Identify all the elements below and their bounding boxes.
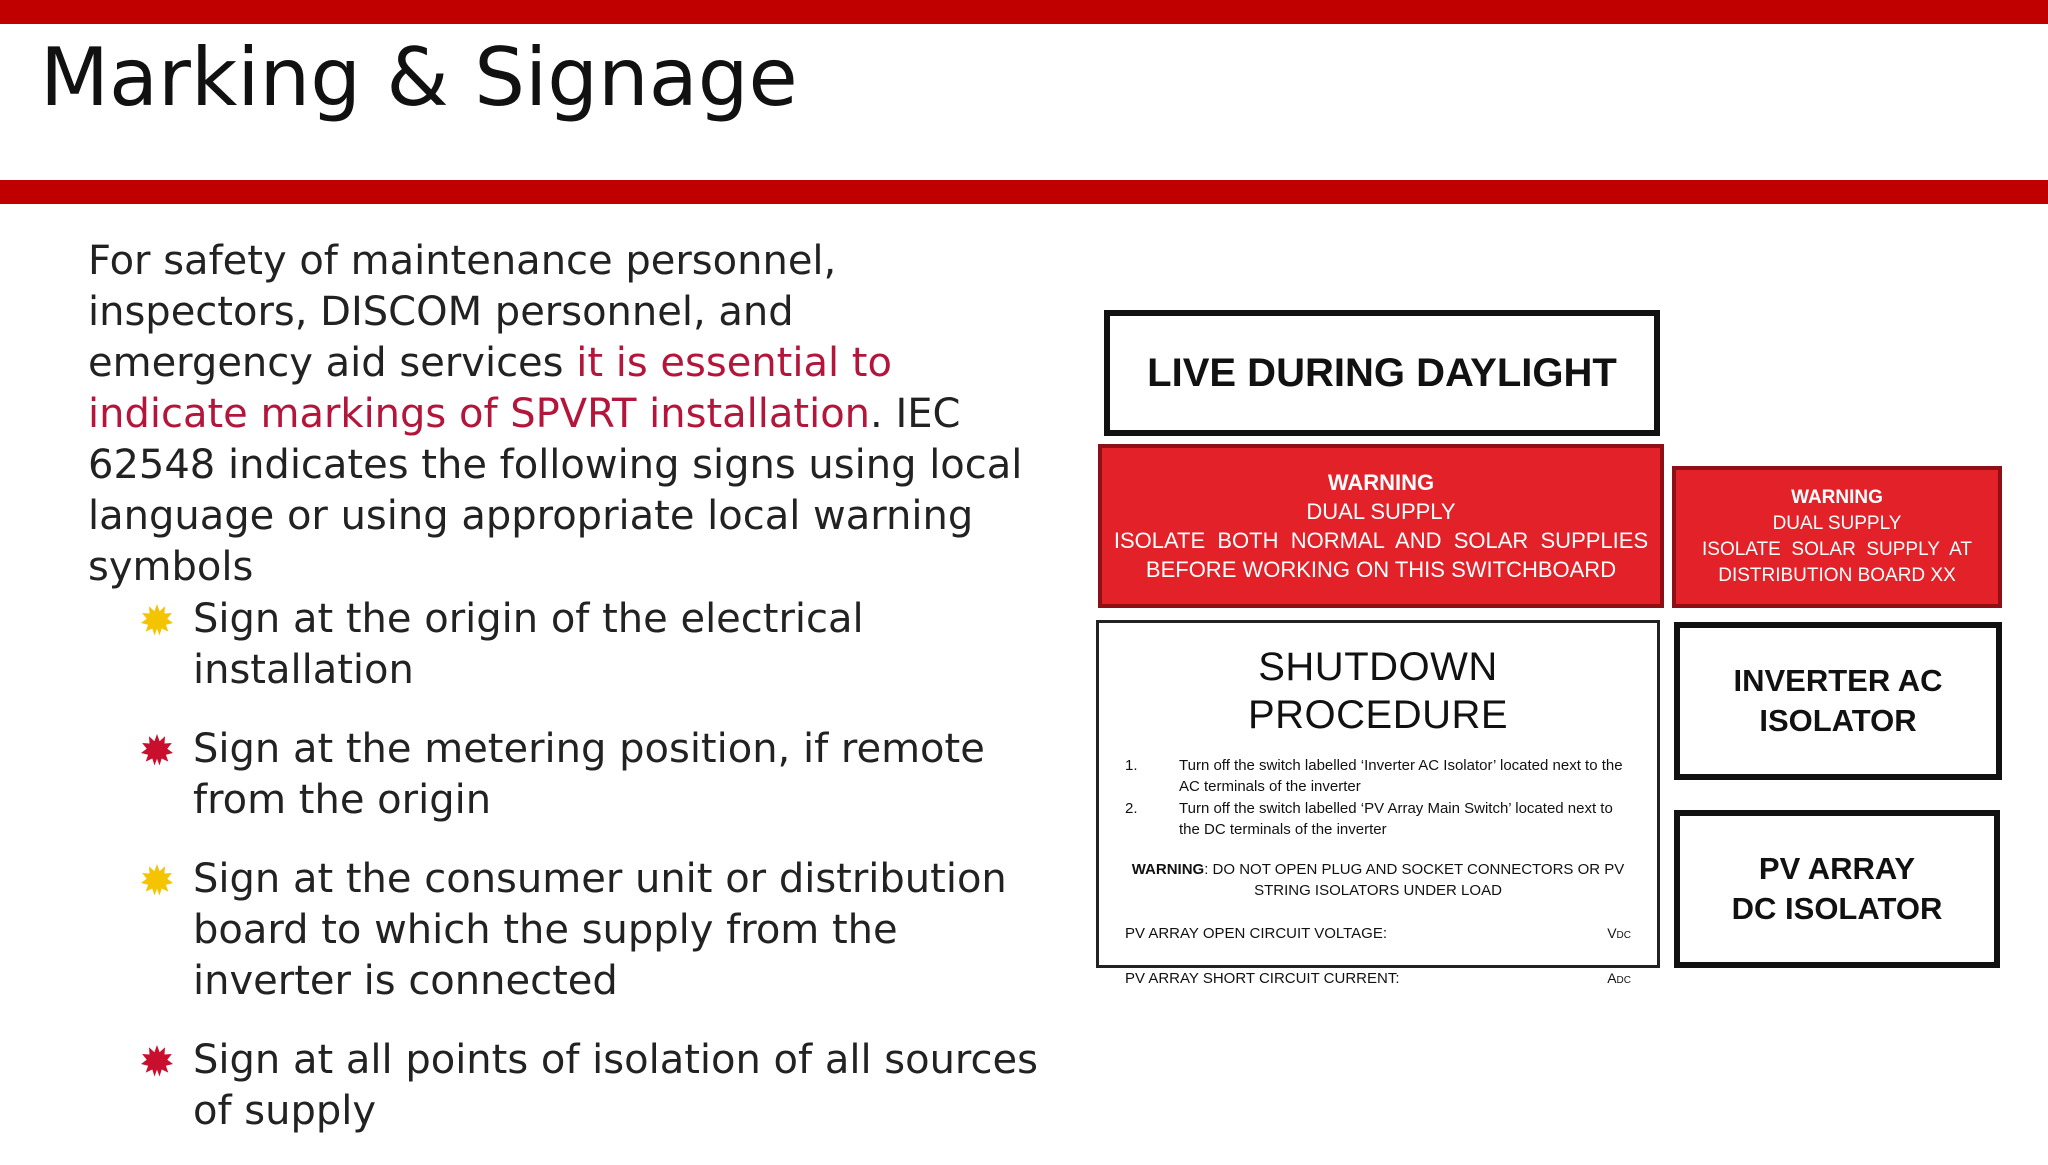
list-item bbox=[140, 594, 1040, 696]
shutdown-step bbox=[1125, 755, 1631, 797]
bullet-text: Sign at the consumer unit or distribution board to which the supply from the inverter is connected bbox=[193, 856, 1007, 1004]
sun-burst-icon bbox=[140, 603, 174, 637]
sun-burst-icon bbox=[140, 733, 174, 767]
pv-current-row bbox=[1125, 968, 1631, 991]
intro-highlight: it is essential to indicate markings of SPVRT installation bbox=[88, 340, 892, 437]
title-underline-bar bbox=[0, 180, 2048, 204]
pv-voltage-row bbox=[1125, 923, 1631, 946]
shutdown-steps bbox=[1125, 755, 1631, 841]
sign-warning-line: DUAL SUPPLY bbox=[1306, 499, 1456, 524]
sign-line: DC ISOLATOR bbox=[1731, 891, 1943, 926]
sign-shutdown-procedure bbox=[1096, 620, 1660, 987]
sun-burst-icon bbox=[140, 1044, 174, 1078]
sign-pv-array-dc-isolator bbox=[1674, 810, 2000, 968]
sign-line: ISOLATOR bbox=[1759, 703, 1917, 738]
sign-warning-dual-supply-distribution bbox=[1672, 466, 2002, 608]
step-number: 1. bbox=[1125, 757, 1138, 774]
shutdown-step bbox=[1125, 798, 1631, 840]
page-title: Marking & Signage bbox=[40, 31, 798, 124]
sign-inverter-ac-isolator bbox=[1674, 622, 2002, 780]
list-item bbox=[140, 724, 1040, 826]
unit-main: A bbox=[1607, 970, 1617, 986]
shutdown-warning-text: : DO NOT OPEN PLUG AND SOCKET CONNECTORS OR PV STRING ISOLATORS UNDER LOAD bbox=[1204, 861, 1625, 899]
sign-warning-heading: WARNING bbox=[1791, 487, 1883, 508]
step-text: Turn off the switch labelled ‘PV Array Main Switch’ located next to the DC terminals of the inverter bbox=[1179, 800, 1613, 838]
intro-paragraph bbox=[88, 236, 1028, 593]
sign-warning-dual-supply-switchboard bbox=[1098, 444, 1664, 608]
list-item bbox=[140, 854, 1040, 1007]
intro-text-1: For safety of maintenance personnel, inspectors, DISCOM personnel, and emergency aid services bbox=[88, 238, 837, 386]
shutdown-title: SHUTDOWN PROCEDURE bbox=[1247, 645, 1509, 737]
sign-line: INVERTER AC bbox=[1733, 663, 1943, 698]
unit-sub: DC bbox=[1616, 975, 1631, 986]
pv-current-unit bbox=[1607, 968, 1631, 991]
bullet-text: Sign at the metering position, if remote from the origin bbox=[193, 726, 985, 823]
shutdown-warning-label: WARNING bbox=[1131, 861, 1205, 878]
sign-warning-line: DISTRIBUTION BOARD XX bbox=[1718, 565, 1956, 586]
step-text: Turn off the switch labelled ‘Inverter AC Isolator’ located next to the AC terminals of the inverter bbox=[1179, 757, 1623, 795]
sign-line: PV ARRAY bbox=[1758, 851, 1916, 886]
sun-burst-icon bbox=[140, 863, 174, 897]
list-item bbox=[140, 1035, 1040, 1137]
sign-warning-heading: WARNING bbox=[1327, 470, 1435, 495]
step-number: 2. bbox=[1125, 800, 1138, 817]
pv-voltage-unit bbox=[1607, 923, 1631, 946]
sign-live-text: LIVE DURING DAYLIGHT bbox=[1147, 350, 1617, 395]
top-accent-bar bbox=[0, 0, 2048, 24]
intro-text-2: . IEC 62548 indicates the following signs using local language or using appropriate local warning symbols bbox=[88, 391, 1023, 590]
unit-sub: DC bbox=[1616, 930, 1631, 941]
sign-warning-line: ISOLATE BOTH NORMAL AND SOLAR SUPPLIES bbox=[1113, 528, 1649, 553]
pv-voltage-label: PV ARRAY OPEN CIRCUIT VOLTAGE: bbox=[1125, 925, 1388, 942]
pv-current-label: PV ARRAY SHORT CIRCUIT CURRENT: bbox=[1125, 970, 1400, 987]
sign-warning-line: DUAL SUPPLY bbox=[1772, 513, 1902, 534]
bullet-text: Sign at all points of isolation of all sources of supply bbox=[193, 1037, 1038, 1134]
unit-main: V bbox=[1607, 925, 1617, 941]
bullet-text: Sign at the origin of the electrical installation bbox=[193, 596, 864, 693]
sign-warning-line: BEFORE WORKING ON THIS SWITCHBOARD bbox=[1145, 557, 1617, 582]
shutdown-warning bbox=[1125, 859, 1631, 901]
bullet-list bbox=[140, 594, 1040, 1165]
sign-warning-line: ISOLATE SOLAR SUPPLY AT bbox=[1702, 539, 1972, 560]
sign-live-during-daylight bbox=[1104, 310, 1660, 436]
